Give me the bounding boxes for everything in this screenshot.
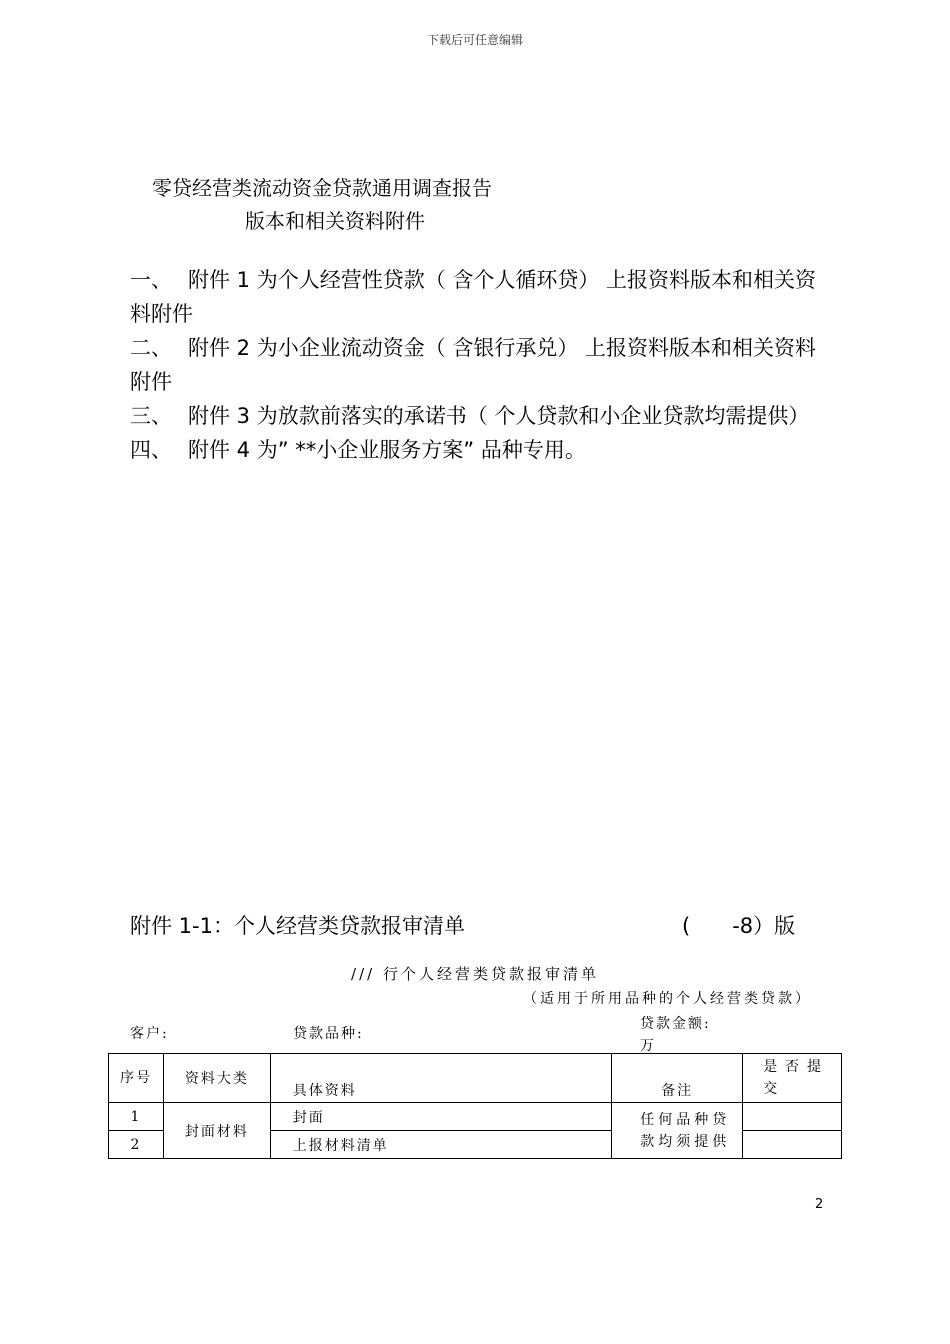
form-subtitle: （适用于所用品种的个人经营类贷款）: [523, 991, 812, 1007]
attachment-list: [130, 263, 830, 467]
list-item-text: 附件 4 为” **小企业服务方案” 品种专用。: [188, 438, 586, 462]
attachment-label: 附件 1-1：个人经营类贷款报审清单: [130, 914, 465, 938]
table-row: [109, 1103, 842, 1131]
table-header-row: [109, 1054, 842, 1103]
attachment-heading: [130, 910, 810, 940]
header-category: 资料大类: [163, 1054, 270, 1103]
header-remark: 备注: [612, 1054, 743, 1103]
list-item: [130, 331, 830, 399]
row-detail: 封面: [270, 1103, 611, 1131]
loan-product-label: 贷款品种:: [293, 1026, 364, 1042]
title-line-1: 零贷经营类流动资金贷款通用调查报告: [152, 176, 492, 200]
page-header-note: 下载后可任意编辑: [426, 33, 523, 47]
header-submitted: 是否提交: [743, 1054, 842, 1103]
list-item-text: 附件 2 为小企业流动资金（ 含银行承兑） 上报资料版本和相关资料附件: [130, 336, 817, 394]
list-item: [130, 263, 830, 331]
list-item-number: 三、: [130, 404, 172, 428]
list-item: [130, 399, 830, 433]
header-detail: 具体资料: [270, 1054, 611, 1103]
customer-label: 客户:: [130, 1026, 169, 1042]
loan-amount-label: 贷款金额:: [640, 1016, 711, 1032]
list-item-number: 二、: [130, 336, 172, 360]
list-item: [130, 433, 830, 467]
loan-amount-unit: 万: [640, 1038, 656, 1054]
form-title: /// 行个人经营类贷款报审清单: [351, 965, 599, 983]
list-item-text: 附件 1 为个人经营性贷款（ 含个人循环贷） 上报资料版本和相关资料附件: [130, 268, 817, 326]
list-item-number: 四、: [130, 438, 172, 462]
checklist-table: [108, 1053, 842, 1159]
page-number: 2: [815, 1197, 824, 1212]
attachment-version: ( -8）版: [682, 914, 796, 938]
list-item-number: 一、: [130, 268, 172, 292]
row-remark: 任何品种贷款均须提供: [612, 1103, 743, 1159]
row-seq: 2: [109, 1131, 164, 1159]
header-seq: 序号: [109, 1054, 164, 1103]
row-category: 封面材料: [163, 1103, 270, 1159]
title-line-2: 版本和相关资料附件: [245, 209, 425, 233]
row-submitted[interactable]: [743, 1103, 842, 1131]
row-submitted[interactable]: [743, 1131, 842, 1159]
row-seq: 1: [109, 1103, 164, 1131]
row-detail: 上报材料清单: [270, 1131, 611, 1159]
list-item-text: 附件 3 为放款前落实的承诺书（ 个人贷款和小企业贷款均需提供）: [188, 404, 810, 428]
